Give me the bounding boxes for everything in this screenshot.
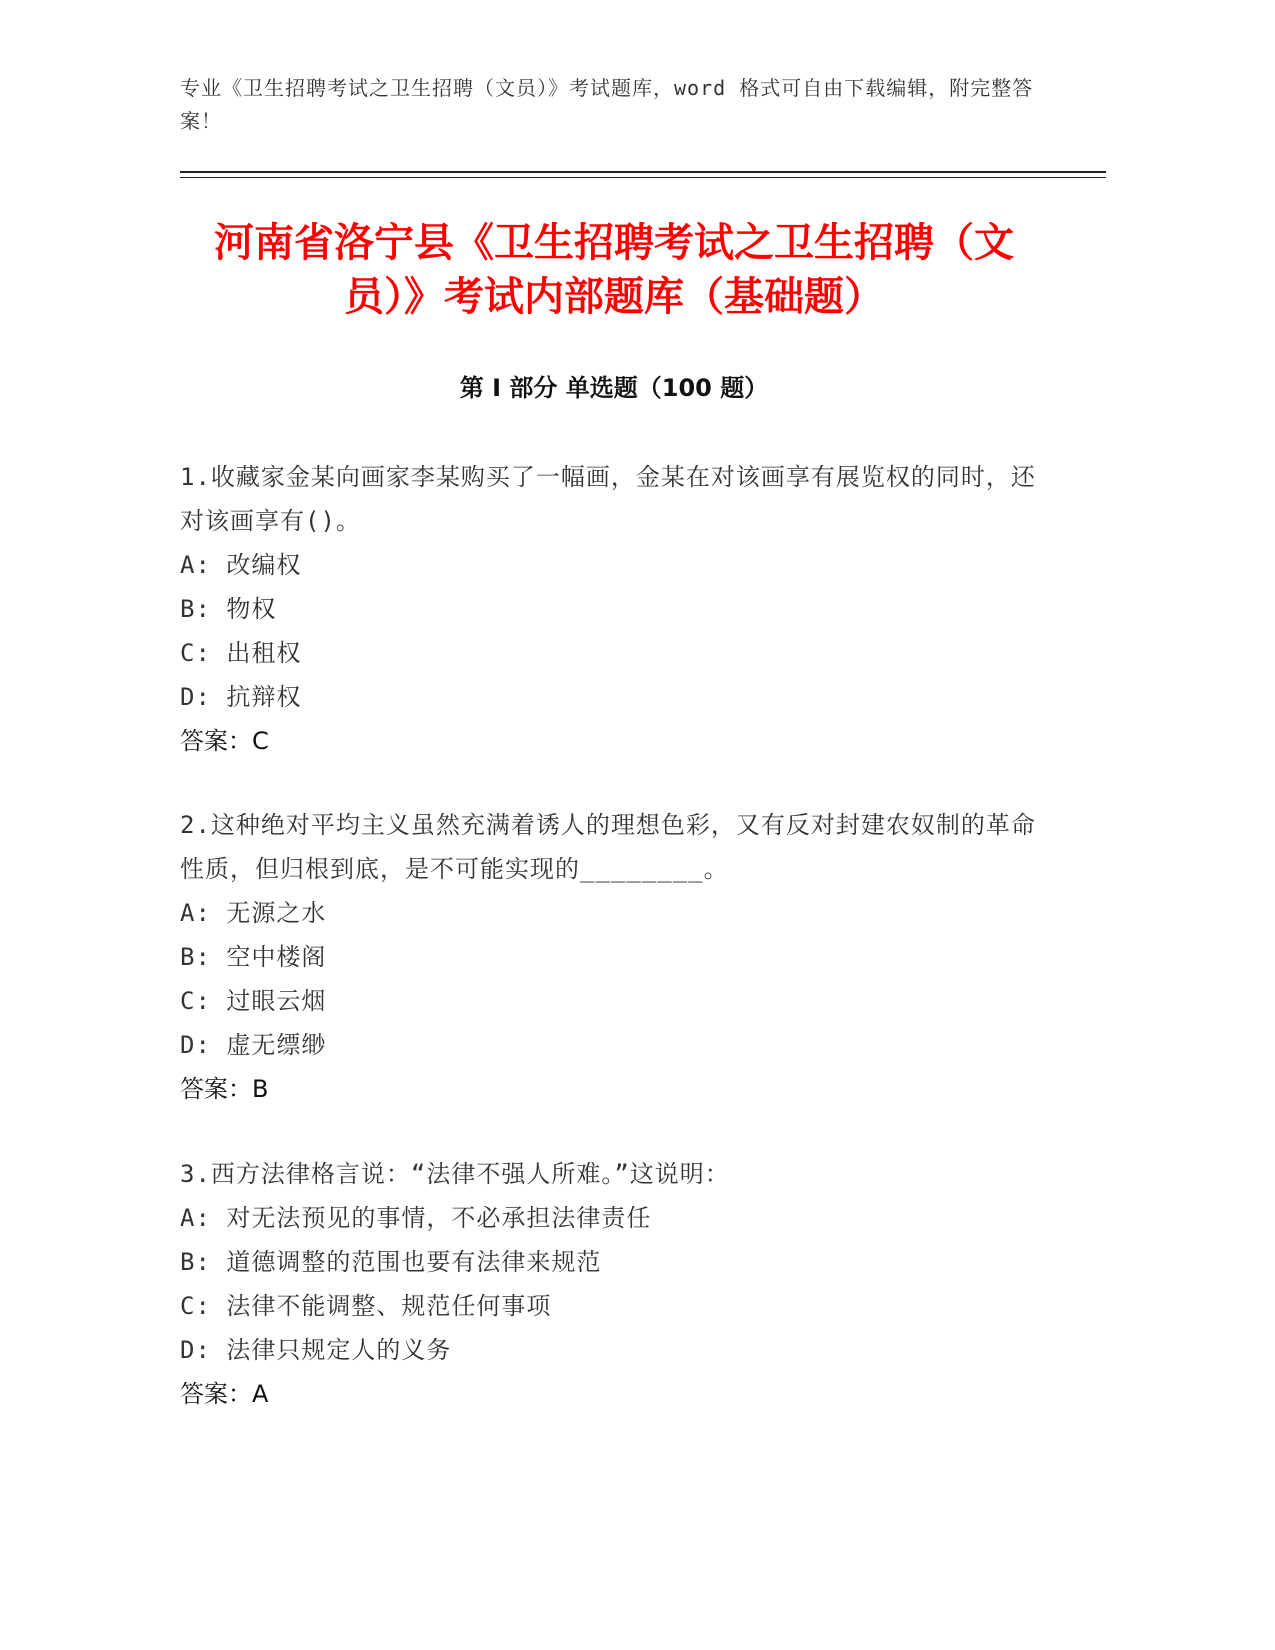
question-stem: 2.这种绝对平均主义虽然充满着诱人的理想色彩，又有反对封建农奴制的革命性质，但归根到底，是不可能实现的________。 — [180, 811, 1036, 883]
question-block — [180, 1152, 1040, 1416]
option-d: D: 抗辩权 — [180, 683, 302, 711]
answer-line: 答案：B — [180, 1075, 269, 1103]
question-block — [180, 455, 1040, 763]
header-divider-thick — [180, 171, 1106, 173]
question-stem: 3.西方法律格言说：“法律不强人所难。”这说明： — [180, 1160, 730, 1188]
option-b: B: 道德调整的范围也要有法律来规范 — [180, 1248, 602, 1276]
question-stem: 1.收藏家金某向画家李某购买了一幅画，金某在对该画享有展览权的同时，还对该画享有()。 — [180, 463, 1036, 535]
document-title: 河南省洛宁县《卫生招聘考试之卫生招聘（文员）》考试内部题库（基础题） — [214, 220, 1014, 320]
section-title: 第 I 部分 单选题（100 题） — [459, 374, 769, 402]
option-c: C: 法律不能调整、规范任何事项 — [180, 1292, 552, 1320]
option-a: A: 改编权 — [180, 551, 302, 579]
option-d: D: 法律只规定人的义务 — [180, 1336, 452, 1364]
header-divider-thin — [180, 177, 1106, 178]
option-a: A: 对无法预见的事情，不必承担法律责任 — [180, 1204, 652, 1232]
question-block — [180, 803, 1040, 1111]
option-d: D: 虚无缥缈 — [180, 1031, 327, 1059]
option-a: A: 无源之水 — [180, 899, 327, 927]
option-c: C: 出租权 — [180, 639, 302, 667]
option-b: B: 物权 — [180, 595, 277, 623]
option-c: C: 过眼云烟 — [180, 987, 327, 1015]
answer-line: 答案：A — [180, 1380, 269, 1408]
header-note: 专业《卫生招聘考试之卫生招聘（文员）》考试题库，word 格式可自由下载编辑，附完整答案！ — [180, 76, 1034, 133]
answer-line: 答案：C — [180, 727, 269, 755]
option-b: B: 空中楼阁 — [180, 943, 327, 971]
